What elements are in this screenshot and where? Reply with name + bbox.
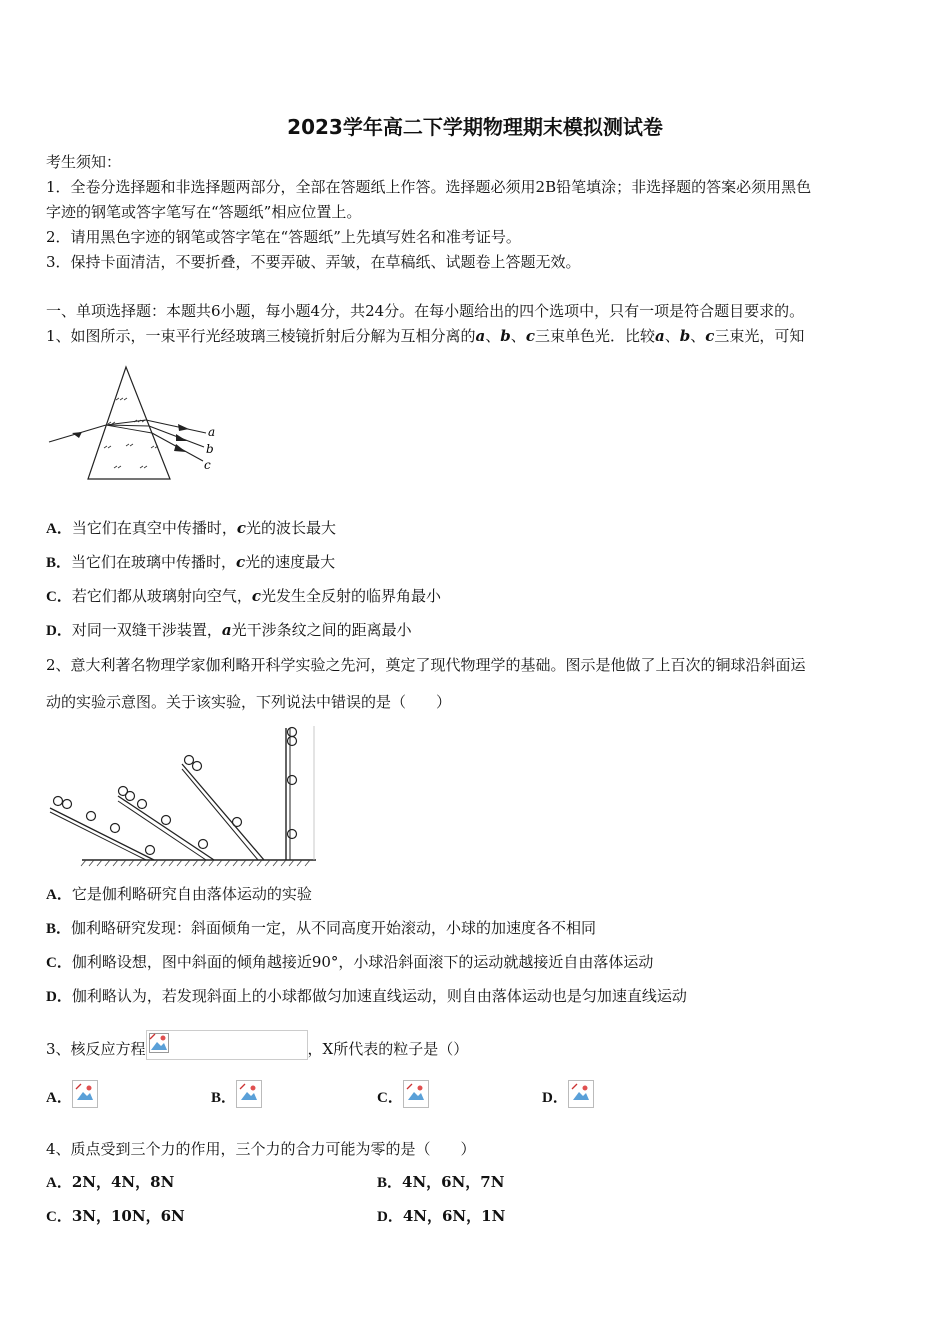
broken-image-icon bbox=[72, 1080, 98, 1108]
ray-label-b: b bbox=[206, 442, 214, 456]
section-1-heading: 一、单项选择题：本题共6小题，每小题4分，共24分。在每小题给出的四个选项中，只有一项是符合题目要求的。 bbox=[46, 302, 805, 320]
notice-item-3: 3．保持卡面清洁，不要折叠，不要弄破、弄皱，在草稿纸、试题卷上答题无效。 bbox=[46, 253, 581, 271]
page-title: 2023学年高二下学期物理期末模拟测试卷 bbox=[287, 115, 663, 139]
q1-option-d: D．对同一双缝干涉装置，a光干涉条纹之间的距离最小 bbox=[46, 621, 412, 639]
q4-option-a: A．2N，4N，8N bbox=[46, 1173, 175, 1191]
broken-image-icon bbox=[568, 1080, 594, 1108]
q3-option-d: D． bbox=[542, 1080, 594, 1112]
ray-label-c: c bbox=[204, 458, 211, 472]
q2-option-b: B．伽利略研究发现：斜面倾角一定，从不同高度开始滚动，小球的加速度各不相同 bbox=[46, 919, 597, 937]
q4-option-b: B．4N，6N，7N bbox=[377, 1173, 505, 1191]
q3-stem: 3、核反应方程 ，X所代表的粒子是（） bbox=[46, 1030, 468, 1063]
notice-item-1: 1．全卷分选择题和非选择题两部分，全部在答题纸上作答。选择题必须用2B铅笔填涂；非选择题的答案必须用黑色 bbox=[46, 178, 812, 196]
ray-label-a: a bbox=[208, 425, 216, 439]
q4-stem: 4、质点受到三个力的作用，三个力的合力可能为零的是（ ） bbox=[46, 1140, 476, 1158]
q3-option-a: A． bbox=[46, 1080, 98, 1112]
q1-option-c: C．若它们都从玻璃射向空气，c光发生全反射的临界角最小 bbox=[46, 587, 442, 605]
prism-figure bbox=[46, 362, 226, 484]
q4-option-c: C．3N，10N，6N bbox=[46, 1207, 185, 1225]
q1-option-b: B．当它们在玻璃中传播时，c光的速度最大 bbox=[46, 553, 336, 571]
q2-stem-line-2: 动的实验示意图。关于该实验，下列说法中错误的是（ ） bbox=[46, 693, 452, 711]
q1-stem: 1、如图所示，一束平行光经玻璃三棱镜折射后分解为互相分离的a、b、c三束单色光．比较a、b、c三束光，可知 bbox=[46, 327, 805, 345]
notice-item-2: 2．请用黑色字迹的钢笔或答字笔在“答题纸”上先填写姓名和准考证号。 bbox=[46, 228, 521, 246]
q2-stem-line-1: 2、意大利著名物理学家伽利略开科学实验之先河，奠定了现代物理学的基础。图示是他做了上百次的铜球沿斜面运 bbox=[46, 656, 806, 674]
q2-option-c: C．伽利略设想，图中斜面的倾角越接近90°，小球沿斜面滚下的运动就越接近自由落体运动 bbox=[46, 953, 654, 971]
q4-option-d: D．4N，6N，1N bbox=[377, 1207, 506, 1225]
q3-option-c: C． bbox=[377, 1080, 429, 1112]
notice-item-1-cont: 字迹的钢笔或答字笔写在“答题纸”相应位置上。 bbox=[46, 203, 362, 221]
q3-option-b: B． bbox=[211, 1080, 262, 1112]
notice-heading: 考生须知： bbox=[46, 153, 122, 171]
broken-image-icon bbox=[236, 1080, 262, 1108]
galileo-figure bbox=[46, 724, 322, 870]
q2-option-d: D．伽利略认为，若发现斜面上的小球都做匀加速直线运动，则自由落体运动也是匀加速直线运动 bbox=[46, 987, 687, 1005]
equation-image-placeholder bbox=[146, 1030, 308, 1060]
broken-image-icon bbox=[403, 1080, 429, 1108]
q1-option-a: A．当它们在真空中传播时，c光的波长最大 bbox=[46, 519, 337, 537]
q2-option-a: A．它是伽利略研究自由落体运动的实验 bbox=[46, 885, 312, 903]
